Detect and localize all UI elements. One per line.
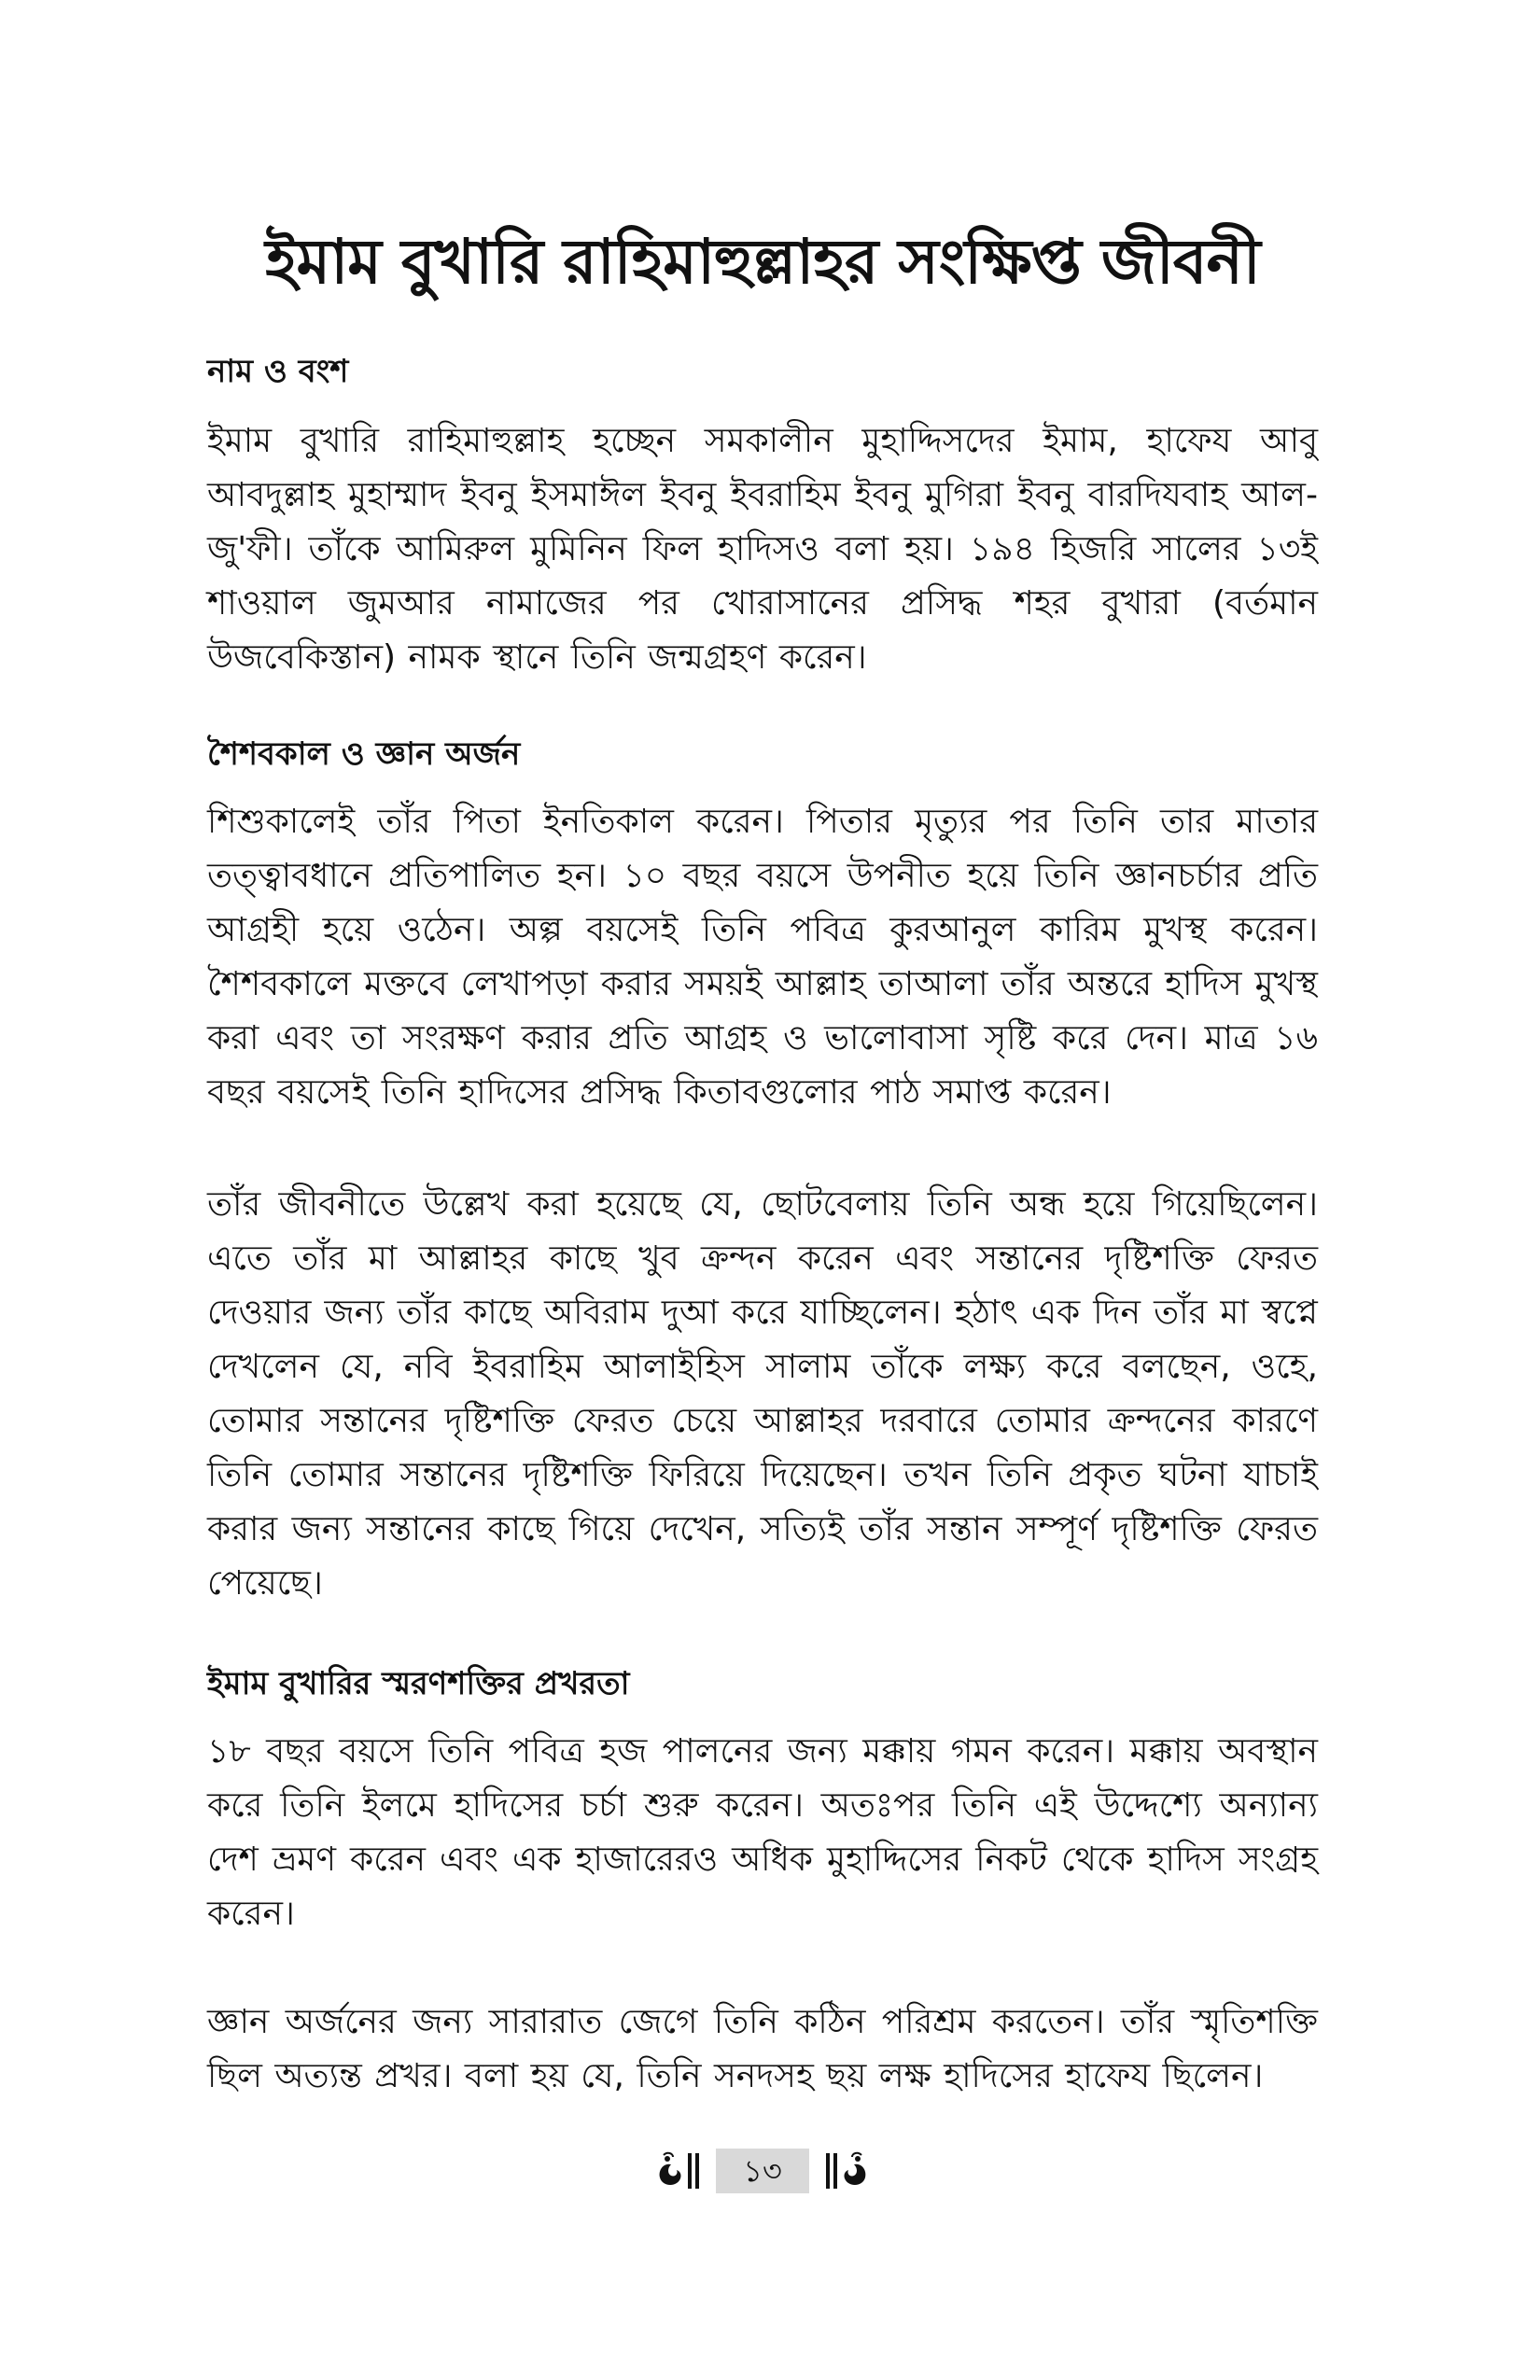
paragraph: ১৮ বছর বয়সে তিনি পবিত্র হজ পালনের জন্য মক্কায় গমন করেন। মক্কায় অবস্থান করে তিনি ইলমে হাদিসের চর্চা শুরু করেন। অতঃপর তিনি এই উদ্দেশ্যে অন্যান্য দেশ ভ্রমণ করেন এবং এক হাজারেরও অধিক মুহাদ্দিসের নিকট থেকে হাদিস সংগ্রহ করেন। — [207, 1732, 1318, 1933]
section-heading-memory: ইমাম বুখারির স্মরণশক্তির প্রখরতা — [207, 1665, 630, 1702]
floral-ornament-left-icon — [654, 2149, 707, 2192]
paragraph: তাঁর জীবনীতে উল্লেখ করা হয়েছে যে, ছোটবেলায় তিনি অন্ধ হয়ে গিয়েছিলেন। এতে তাঁর মা আল্লাহর কাছে খুব ক্রন্দন করেন এবং সন্তানের দৃষ্টিশক্তি ফেরত দেওয়ার জন্য তাঁর কাছে অবিরাম দুআ করে যাচ্ছিলেন। হঠাৎ এক দিন তাঁর মা স্বপ্নে দেখলেন যে, নবি ইবরাহিম আলাইহিস সালাম তাঁকে লক্ষ্য করে বলছেন, ওহে, তোমার সন্তানের দৃষ্টিশক্তি ফেরত চেয়ে আল্লাহর দরবারে তোমার ক্রন্দনের কারণে তিনি তোমার সন্তানের দৃষ্টিশক্তি ফিরিয়ে দিয়েছেন। তখন তিনি প্রকৃত ঘটনা যাচাই করার জন্য সন্তানের কাছে গিয়ে দেখেন, সত্যিই তাঁর সন্তান সম্পূর্ণ দৃষ্টিশক্তি ফেরত পেয়েছে। — [207, 1185, 1318, 1603]
page-title: ইমাম বুখারি রাহিমাহুল্লাহর সংক্ষিপ্ত জীবনী — [265, 226, 1260, 298]
page-footer — [207, 2143, 1318, 2199]
paragraph: শিশুকালেই তাঁর পিতা ইনতিকাল করেন। পিতার মৃত্যুর পর তিনি তার মাতার তত্ত্বাবধানে প্রতিপালিত হন। ১০ বছর বয়সে উপনীত হয়ে তিনি জ্ঞানচর্চার প্রতি আগ্রহী হয়ে ওঠেন। অল্প বয়সেই তিনি পবিত্র কুরআনুল কারিম মুখস্থ করেন। শৈশবকালে মক্তবে লেখাপড়া করার সময়ই আল্লাহ তাআলা তাঁর অন্তরে হাদিস মুখস্থ করা এবং তা সংরক্ষণ করার প্রতি আগ্রহ ও ভালোবাসা সৃষ্টি করে দেন। মাত্র ১৬ বছর বয়সেই তিনি হাদিসের প্রসিদ্ধ কিতাবগুলোর পাঠ সমাপ্ত করেন। — [207, 803, 1319, 1112]
page-number: ১৩ — [716, 2149, 809, 2193]
paragraph: ইমাম বুখারি রাহিমাহুল্লাহ হচ্ছেন সমকালীন মুহাদ্দিসদের ইমাম, হাফেয আবু আবদুল্লাহ মুহাম্মাদ ইবনু ইসমাঈল ইবনু ইবরাহিম ইবনু মুগিরা ইবনু বারদিযবাহ আল-জু'ফী। তাঁকে আমিরুল মুমিনিন ফিল হাদিসও বলা হয়। ১৯৪ হিজরি সালের ১৩ই শাওয়াল জুমআর নামাজের পর খোরাসানের প্রসিদ্ধ শহর বুখারা (বর্তমান উজবেকিস্তান) নামক স্থানে তিনি জন্মগ্রহণ করেন। — [207, 422, 1318, 677]
section-heading-childhood-education: শৈশবকাল ও জ্ঞান অর্জন — [207, 735, 521, 773]
book-page — [207, 0, 1318, 2380]
section-heading-name-lineage: নাম ও বংশ — [207, 353, 349, 390]
floral-ornament-right-icon — [819, 2149, 871, 2192]
paragraph: জ্ঞান অর্জনের জন্য সারারাত জেগে তিনি কঠিন পরিশ্রম করতেন। তাঁর স্মৃতিশক্তি ছিল অত্যন্ত প্রখর। বলা হয় যে, তিনি সনদসহ ছয় লক্ষ হাদিসের হাফেয ছিলেন। — [207, 2003, 1318, 2095]
